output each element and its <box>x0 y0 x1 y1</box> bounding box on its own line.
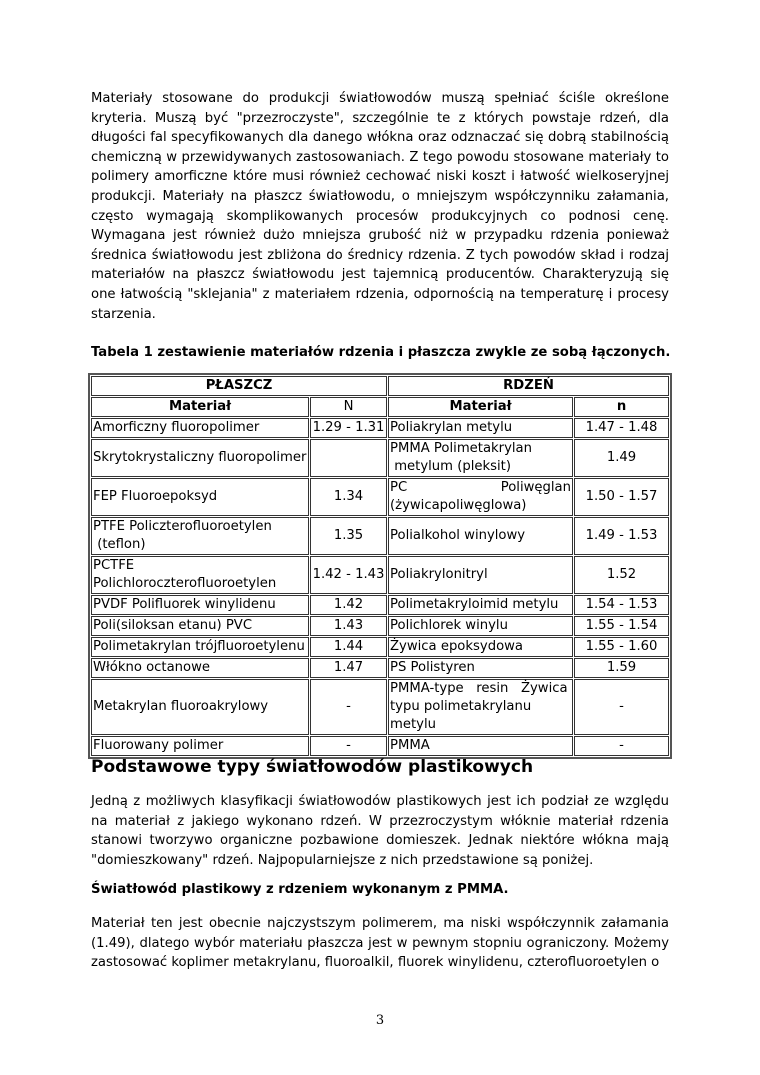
table-row <box>91 517 669 555</box>
cladding-material-cell <box>91 517 309 555</box>
core-material-line: typu polimetakrylanu metylu <box>390 699 532 732</box>
table-row <box>91 418 669 438</box>
cladding-material-cell: FEP Fluoroepoksyd <box>91 478 309 516</box>
table-row <box>91 637 669 657</box>
materials-table <box>88 373 672 759</box>
col-header-n-core: n <box>574 397 669 417</box>
core-n-cell: 1.55 - 1.60 <box>574 637 669 657</box>
table-row <box>91 679 669 735</box>
core-n-cell: 1.49 - 1.53 <box>574 517 669 555</box>
cladding-material-line: PTFE Policzterofluoroetylen <box>93 519 272 534</box>
materials-table-wrapper <box>88 373 671 759</box>
cladding-n-cell: 1.42 <box>310 595 387 615</box>
col-header-n-cladding: N <box>310 397 387 417</box>
table-group-header-row <box>91 376 669 396</box>
core-n-cell: 1.54 - 1.53 <box>574 595 669 615</box>
core-material-cell <box>388 679 573 735</box>
core-material-line: PMMA Polimetakrylan <box>390 441 532 456</box>
core-material-cell: Polichlorek winylu <box>388 616 573 636</box>
core-material-cell <box>388 439 573 477</box>
cladding-material-cell <box>91 556 309 594</box>
cladding-material-cell: PVDF Polifluorek winylidenu <box>91 595 309 615</box>
cladding-n-cell: 1.34 <box>310 478 387 516</box>
core-material-cell: Polimetakryloimid metylu <box>388 595 573 615</box>
table-row <box>91 556 669 594</box>
cladding-material-line: (teflon) <box>93 537 146 552</box>
table-row <box>91 439 669 477</box>
table-row <box>91 616 669 636</box>
section-heading: Podstawowe typy światłowodów plastikowych <box>91 757 534 777</box>
page-number: 3 <box>375 1013 385 1028</box>
table-row <box>91 595 669 615</box>
cladding-n-cell: 1.44 <box>310 637 387 657</box>
pmma-paragraph: Materiał ten jest obecnie najczystszym polimerem, ma niski współczynnik załamania (1.49), dlatego wybór materiału płaszcza jest w pewnym stopniu ograniczony. Możemy zastosować koplimer metakrylanu, fluoroalkil, fluorek winylidenu, czterofluoroetylen o <box>91 916 669 971</box>
cladding-n-cell: - <box>310 736 387 756</box>
core-n-cell: 1.47 - 1.48 <box>574 418 669 438</box>
col-header-material-cladding: Materiał <box>91 397 309 417</box>
cladding-material-cell: Polimetakrylan trójfluoroetylenu <box>91 637 309 657</box>
core-material-line: metylum (pleksit) <box>390 459 511 474</box>
core-material-word: Poliwęglan <box>500 480 572 495</box>
cladding-material-cell: Fluorowany polimer <box>91 736 309 756</box>
col-header-material-core: Materiał <box>388 397 573 417</box>
core-material-line: (żywicapoliwęglowa) <box>390 498 527 513</box>
core-n-cell: 1.55 - 1.54 <box>574 616 669 636</box>
subheading: Światłowód plastikowy z rdzeniem wykonanym z PMMA. <box>91 882 509 897</box>
cladding-material-cell: Amorficzny fluoropolimer <box>91 418 309 438</box>
core-n-cell: - <box>574 679 669 735</box>
cladding-material-cell: Poli(siloksan etanu) PVC <box>91 616 309 636</box>
table-row <box>91 736 669 756</box>
core-material-cell: Polialkohol winylowy <box>388 517 573 555</box>
table-column-header-row <box>91 397 669 417</box>
core-material-cell: PS Polistyren <box>388 658 573 678</box>
core-n-cell: 1.50 - 1.57 <box>574 478 669 516</box>
cladding-material-cell: Włókno octanowe <box>91 658 309 678</box>
cladding-material-line: Polichloroczterofluoroetylen <box>93 576 277 591</box>
cladding-n-cell: 1.47 <box>310 658 387 678</box>
table-row <box>91 658 669 678</box>
cladding-n-cell: 1.35 <box>310 517 387 555</box>
table-row <box>91 478 669 516</box>
core-group-header: RDZEŃ <box>388 376 669 396</box>
cladding-group-header: PŁASZCZ <box>91 376 387 396</box>
core-n-cell: 1.52 <box>574 556 669 594</box>
cladding-material-line: PCTFE <box>93 558 135 573</box>
cladding-n-cell: 1.42 - 1.43 <box>310 556 387 594</box>
cladding-material-cell: Skrytokrystaliczny fluoropolimer <box>91 439 309 477</box>
core-material-cell <box>388 478 573 516</box>
core-material-cell: Poliakrylan metylu <box>388 418 573 438</box>
core-material-cell: Poliakrylonitryl <box>388 556 573 594</box>
core-material-line <box>390 479 571 497</box>
table-caption: Tabela 1 zestawienie materiałów rdzenia i płaszcza zwykle ze sobą łączonych. <box>91 345 671 360</box>
core-material-line: PMMA-type resin Żywica <box>390 681 568 696</box>
cladding-n-cell <box>310 439 387 477</box>
intro-paragraph: Materiały stosowane do produkcji światłowodów muszą spełniać ściśle określone kryteria. Muszą być "przezroczyste", szczególnie te z których powstaje rdzeń, dla długości fal specyfikowanych dla danego włókna oraz odznaczać się dobrą stabilnością chemiczną w przewidywanych zastosowaniach. Z tego powodu stosowane materiały to polimery amorficzne które musi również cechować niski koszt i łatwość wielkoseryjnej produkcji. Materiały na płaszcz światłowodu, o mniejszym współczynniku załamania, często wymagają skomplikowanych procesów produkcyjnych co podnosi cenę. Wymagana jest również dużo mniejsza grubość niż w przypadku rdzenia ponieważ średnica światłowodu jest zbliżona do średnicy rdzenia. Z tych powodów skład i rodzaj materiałów na płaszcz światłowodu jest tajemnicą producentów. Charakteryzują się one łatwością "sklejania" z materiałem rdzenia, odpornością na temperaturę i procesy starzenia. <box>91 91 669 322</box>
cladding-material-cell: Metakrylan fluoroakrylowy <box>91 679 309 735</box>
core-n-cell: 1.59 <box>574 658 669 678</box>
core-n-cell: - <box>574 736 669 756</box>
core-material-word: PC <box>390 480 408 495</box>
classification-paragraph: Jedną z możliwych klasyfikacji światłowodów plastikowych jest ich podział ze względu na materiał z jakiego wykonano rdzeń. W przezroczystym włóknie materiał rdzenia stanowi tworzywo organiczne pozbawione domieszek. Jednak niektóre włókna mają "domieszkowany" rdzeń. Najpopularniejsze z nich przedstawione są poniżej. <box>91 794 669 868</box>
core-n-cell: 1.49 <box>574 439 669 477</box>
cladding-n-cell: - <box>310 679 387 735</box>
cladding-n-cell: 1.29 - 1.31 <box>310 418 387 438</box>
core-material-cell: Żywica epoksydowa <box>388 637 573 657</box>
cladding-n-cell: 1.43 <box>310 616 387 636</box>
core-material-cell: PMMA <box>388 736 573 756</box>
